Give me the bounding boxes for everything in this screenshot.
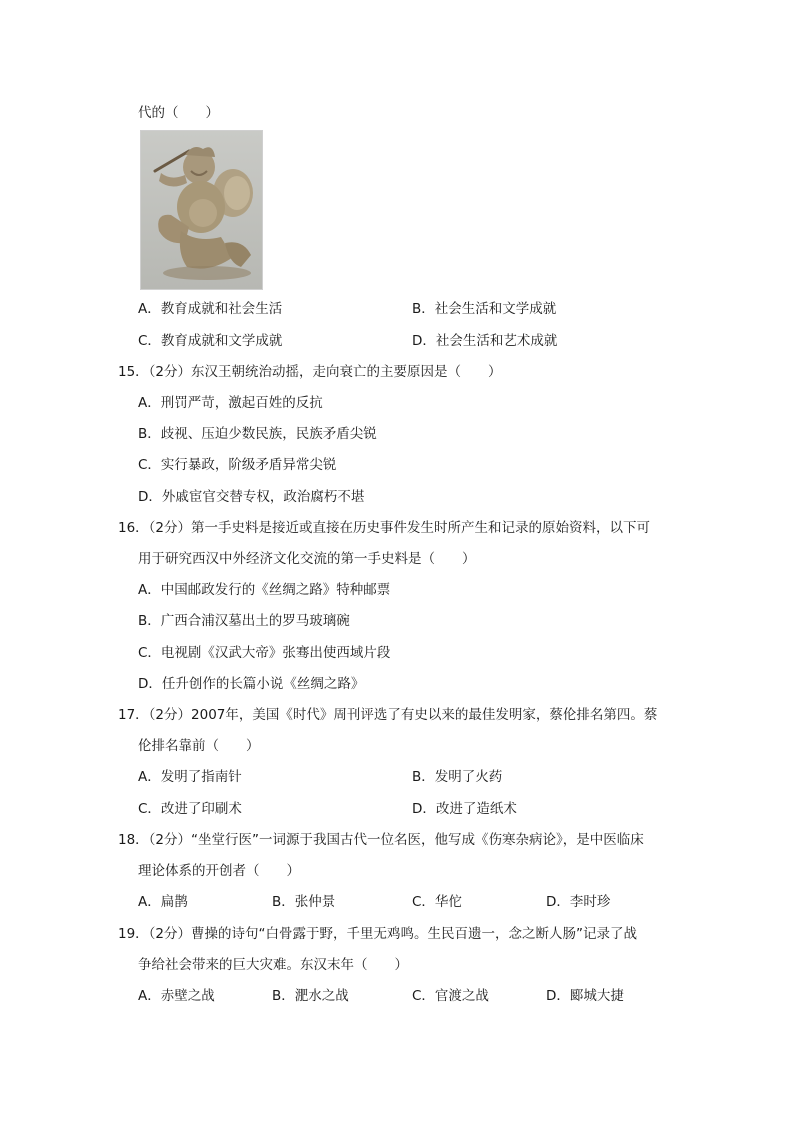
q19-option-a[interactable]: A．赤壁之战: [138, 988, 215, 1004]
q15-option-d[interactable]: D．外戚宦官交替专权，政治腐朽不堪: [138, 489, 365, 505]
q19-option-b[interactable]: B．淝水之战: [272, 988, 349, 1004]
q17-option-b[interactable]: B．发明了火药: [412, 769, 503, 785]
q19-stem-line2: 争给社会带来的巨大灾难。东汉末年（ ）: [138, 957, 408, 973]
q14-option-a[interactable]: A．教育成就和社会生活: [138, 301, 283, 317]
q18-option-c[interactable]: C．华佗: [412, 894, 462, 910]
q18-stem-line1: 18．（2分）“坐堂行医”一词源于我国古代一位名医，他写成《伤寒杂病论》，是中医临床: [118, 832, 644, 848]
q16-stem-line1: 16．（2分）第一手史料是接近或直接在历史事件发生时所产生和记录的原始资料，以下可: [118, 520, 651, 536]
q17-stem-line1: 17．（2分）2007年，美国《时代》周刊评选了有史以来的最佳发明家，蔡伦排名第四。蔡: [118, 707, 658, 723]
q16-option-d[interactable]: D．任升创作的长篇小说《丝绸之路》: [138, 676, 365, 692]
q15-option-a[interactable]: A．刑罚严苛，激起百姓的反抗: [138, 395, 323, 411]
q15-option-b[interactable]: B．歧视、压迫少数民族，民族矛盾尖锐: [138, 426, 377, 442]
q18-option-d[interactable]: D．李时珍: [546, 894, 611, 910]
q15-stem: 15．（2分）东汉王朝统治动摇，走向衰亡的主要原因是（ ）: [118, 364, 502, 380]
q18-option-b[interactable]: B．张仲景: [272, 894, 336, 910]
q19-option-c[interactable]: C．官渡之战: [412, 988, 489, 1004]
q14-option-b[interactable]: B．社会生活和文学成就: [412, 301, 557, 317]
q15-option-c[interactable]: C．实行暴政，阶级矛盾异常尖锐: [138, 457, 337, 473]
q18-stem-line2: 理论体系的开创者（ ）: [138, 863, 300, 879]
q14-stem-tail: 代的（ ）: [138, 105, 219, 121]
q17-option-d[interactable]: D．改进了造纸术: [412, 801, 517, 817]
q17-option-c[interactable]: C．改进了印刷术: [138, 801, 242, 817]
q14-figure-storyteller-figurine: [140, 130, 263, 290]
q19-stem-line1: 19．（2分）曹操的诗句“白骨露于野，千里无鸡鸣。生民百遗一，念之断人肠”记录了战: [118, 926, 638, 942]
q14-option-d[interactable]: D．社会生活和艺术成就: [412, 333, 558, 349]
q16-option-a[interactable]: A．中国邮政发行的《丝绸之路》特种邮票: [138, 582, 391, 598]
figurine-image: [141, 131, 262, 289]
q16-option-c[interactable]: C．电视剧《汉武大帝》张骞出使西域片段: [138, 645, 391, 661]
q17-option-a[interactable]: A．发明了指南针: [138, 769, 242, 785]
q16-option-b[interactable]: B．广西合浦汉墓出土的罗马玻璃碗: [138, 613, 350, 629]
q18-option-a[interactable]: A．扁鹊: [138, 894, 188, 910]
q17-stem-line2: 伦排名靠前（ ）: [138, 738, 260, 754]
q14-option-c[interactable]: C．教育成就和文学成就: [138, 333, 283, 349]
q16-stem-line2: 用于研究西汉中外经济文化交流的第一手史料是（ ）: [138, 551, 476, 567]
q19-option-d[interactable]: D．郾城大捷: [546, 988, 624, 1004]
